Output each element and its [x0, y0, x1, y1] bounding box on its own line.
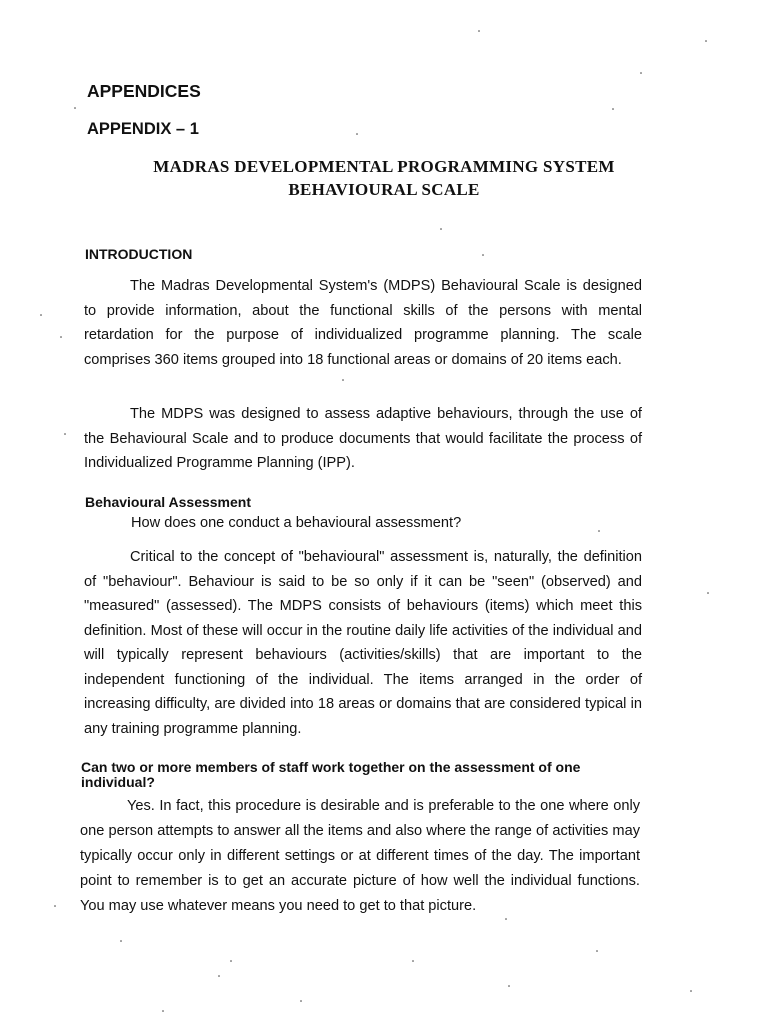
scan-speck — [64, 433, 66, 435]
scan-speck — [54, 905, 56, 907]
scan-speck — [508, 985, 510, 987]
behavioural-assessment-paragraph: Critical to the concept of "behavioural" assessment is, naturally, the definition of "behaviour". Behaviour is said to be so only if it can be "seen" (observed) and "measured" (assessed). The MDPS consists of behaviours (items) which meet this definition. Most of these will occur in the routine daily life activities of the individual and will typically represent behaviours (activities/skills) that are important to the independent functioning of the individual. The items arranged in the order of increasing difficulty, are divided into 18 areas or domains that are considered typical in any training programme planning. — [84, 549, 642, 737]
introduction-paragraph-1: The Madras Developmental System's (MDPS) Behavioural Scale is designed to provide information, about the functional skills of the persons with mental retardation for the purpose of individualized programme planning. The scale comprises 360 items grouped into 18 functional areas or domains of 20 items each. — [84, 278, 642, 368]
scan-speck — [612, 108, 614, 110]
staff-question-paragraph: Yes. In fact, this procedure is desirable and is preferable to the one where only one person attempts to answer all the items and also where the range of activities may typically occur only in different settings or at different times of the day. The important point to remember is to get an accurate picture of how well the individual functions. You may use whatever means you need to get to that picture. — [80, 798, 640, 914]
scan-speck — [40, 314, 42, 316]
scan-speck — [478, 30, 480, 32]
scan-speck — [300, 1000, 302, 1002]
scan-speck — [218, 975, 220, 977]
scan-speck — [356, 133, 358, 135]
scan-speck — [120, 940, 122, 942]
scan-speck — [230, 960, 232, 962]
scan-speck — [74, 107, 76, 109]
staff-question-heading: Can two or more members of staff work together on the assessment of one individual? — [81, 759, 581, 790]
scan-speck — [705, 40, 707, 42]
document-title-line-2: BEHAVIOURAL SCALE — [288, 180, 480, 199]
scan-speck — [482, 254, 484, 256]
appendices-heading: APPENDICES — [87, 81, 201, 101]
appendix-label: APPENDIX – 1 — [87, 120, 199, 138]
introduction-paragraph-2: The MDPS was designed to assess adaptive behaviours, through the use of the Behavioural Scale and to produce documents that would facilitate the process of Individualized Programme Planning (IPP). — [84, 406, 642, 472]
scan-speck — [596, 950, 598, 952]
introduction-heading: INTRODUCTION — [85, 246, 193, 262]
scan-speck — [640, 72, 642, 74]
scan-speck — [707, 592, 709, 594]
scan-speck — [440, 228, 442, 230]
scan-speck — [60, 336, 62, 338]
behavioural-assessment-heading: Behavioural Assessment — [85, 494, 251, 510]
scan-speck — [342, 379, 344, 381]
behavioural-assessment-question: How does one conduct a behavioural assessment? — [131, 515, 462, 531]
scan-speck — [412, 960, 414, 962]
scan-speck — [598, 530, 600, 532]
document-title-line-1: MADRAS DEVELOPMENTAL PROGRAMMING SYSTEM — [153, 157, 615, 176]
scan-speck — [162, 1010, 164, 1012]
scan-speck — [690, 990, 692, 992]
